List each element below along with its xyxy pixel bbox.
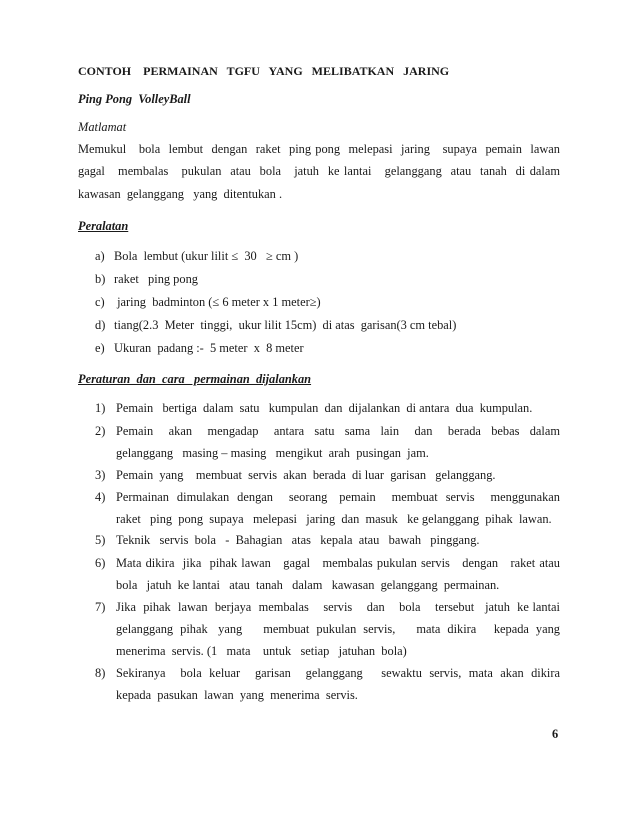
list-item: Pemain yang membuat servis akan berada di luar garisan gelanggang.: [116, 468, 496, 482]
list-item-label: 2): [95, 424, 106, 438]
list-item: Permainan dimulakan dengan seorang pemain membuat servis menggunakan: [116, 490, 560, 504]
list-item-label: c): [95, 295, 105, 309]
list-item-label: 8): [95, 666, 106, 680]
list-item-continuation: bola jatuh ke lantai atau tanah dalam kawasan gelanggang permainan.: [116, 578, 500, 592]
list-item-label: 4): [95, 490, 106, 504]
list-item-label: 7): [95, 600, 106, 614]
peraturan-title: Peraturan dan cara permainan dijalankan: [78, 372, 312, 386]
list-item: Ukuran padang :- 5 meter x 8 meter: [114, 341, 304, 355]
matlamat-label: Matlamat: [78, 120, 127, 134]
list-item: raket ping pong: [114, 272, 198, 286]
matlamat-line-2: gagal membalas pukulan atau bola jatuh ke lantai gelanggang atau tanah di dalam: [78, 164, 560, 178]
list-item: Bola lembut (ukur lilit ≤ 30 ≥ cm ): [114, 249, 299, 263]
list-item-label: 5): [95, 533, 106, 547]
list-item-continuation: raket ping pong supaya melepasi jaring dan masuk ke gelanggang pihak lawan.: [116, 512, 552, 526]
document-subheading: Ping Pong VolleyBall: [78, 92, 191, 106]
list-item-label: d): [95, 318, 106, 332]
document-heading: CONTOH PERMAINAN TGFU YANG MELIBATKAN JARING: [78, 64, 450, 78]
list-item-label: e): [95, 341, 105, 355]
list-item-continuation: gelanggang pihak yang membuat pukulan servis, mata dikira kepada yang: [116, 622, 560, 636]
list-item-label: a): [95, 249, 105, 263]
matlamat-line-1: Memukul bola lembut dengan raket ping pong melepasi jaring supaya pemain lawan: [78, 142, 560, 156]
list-item-label: 6): [95, 556, 106, 570]
list-item: Jika pihak lawan berjaya membalas servis dan bola tersebut jatuh ke lantai: [116, 600, 560, 614]
list-item: Teknik servis bola - Bahagian atas kepala atau bawah pinggang.: [116, 533, 480, 547]
list-item: jaring badminton (≤ 6 meter x 1 meter≥): [114, 295, 321, 309]
list-item-continuation: gelanggang masing – masing mengikut arah pusingan jam.: [116, 446, 429, 460]
list-item-label: b): [95, 272, 106, 286]
list-item-continuation: kepada pasukan lawan yang menerima servis.: [116, 688, 358, 702]
list-item: tiang(2.3 Meter tinggi, ukur lilit 15cm) di atas garisan(3 cm tebal): [114, 318, 457, 332]
list-item-label: 1): [95, 401, 106, 415]
list-item: Pemain bertiga dalam satu kumpulan dan dijalankan di antara dua kumpulan.: [116, 401, 533, 415]
page-number: 6: [552, 727, 559, 741]
list-item: Sekiranya bola keluar garisan gelanggang sewaktu servis, mata akan dikira: [116, 666, 560, 680]
list-item-continuation: menerima servis. (1 mata untuk setiap jatuhan bola): [116, 644, 407, 658]
list-item: Pemain akan mengadap antara satu sama lain dan berada bebas dalam: [116, 424, 560, 438]
matlamat-line-3: kawasan gelanggang yang ditentukan .: [78, 187, 283, 201]
peralatan-title: Peralatan: [78, 219, 129, 233]
list-item-label: 3): [95, 468, 106, 482]
list-item: Mata dikira jika pihak lawan gagal membalas pukulan servis dengan raket atau: [116, 556, 560, 570]
